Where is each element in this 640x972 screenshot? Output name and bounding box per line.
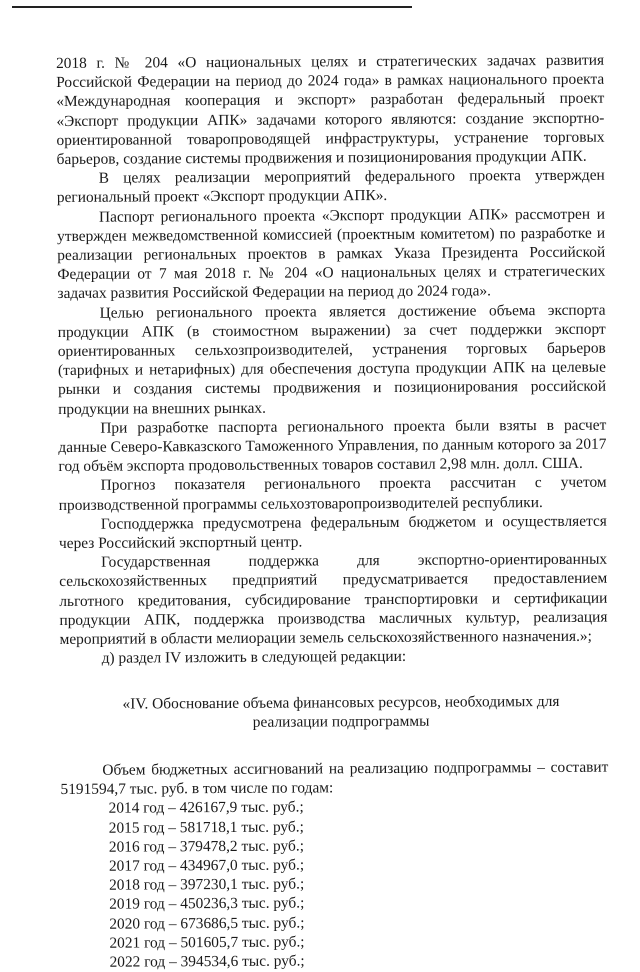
budget-year-item: 2021 год – 501605,7 тыс. руб.;: [109, 933, 305, 952]
budget-year-item: 2014 год – 426167,9 тыс. руб.;: [108, 798, 304, 818]
budget-year-item: 2020 год – 673686,5 тыс. руб.;: [109, 914, 305, 933]
paragraph-6: Прогноз показателя регионального проекта рассчитан с учетом производственной программы сельхозтоваропроизводителей республики.: [58, 474, 607, 514]
top-rule: [12, 6, 412, 8]
paragraph-7: Господдержка предусмотрена федеральным бюджетом и осуществляется через Российский экспортный центр.: [58, 512, 607, 553]
budget-year-item: 2017 год – 434967,0 тыс. руб.;: [108, 856, 305, 875]
section-heading: «IV. Обоснование объема финансовых ресурсов, необходимых для реализации подпрограммы: [122, 692, 560, 731]
paragraph-2: В целях реализации мероприятий федерального проекта утвержден региональный проект «Экспорт продукции АПК».: [56, 166, 605, 207]
document-page: [56, 51, 610, 972]
budget-by-year-list: [61, 796, 610, 972]
budget-year-item: 2016 год – 379478,2 тыс. руб.;: [108, 837, 305, 856]
paragraph-1: 2018 г. № 204 «О национальных целях и стратегических задачах развития Российской Федерации на период до 2024 года» в рамках национального проекта «Международная кооперация и экспорт» разработан федеральный проект «Экспорт продукции АПК» задачами которого являются: создание экспортно-ориентированной товаропроводящей инфраструктуры, устранение торговых барьеров, создание системы продвижения и позиционирования продукции АПК.: [56, 51, 605, 169]
paragraph-3: Паспорт регионального проекта «Экспорт продукции АПК» рассмотрен и утвержден межведомственной комиссией (проектным комитетом) по разработке и реализации региональных проектов в рамках Указа Президента Российской Федерации от 7 мая 2018 г. № 204 «О национальных целях и стратегических задачах развития Российской Федерации на период до 2024 года».: [57, 205, 606, 303]
budget-year-item: 2019 год – 450236,3 тыс. руб.;: [109, 894, 305, 914]
budget-intro: Объем бюджетных ассигнований на реализацию подпрограммы – составит 5191594,7 тыс. руб. в том числе по годам:: [60, 758, 609, 799]
budget-year-item: 2015 год – 581718,1 тыс. руб.;: [108, 818, 304, 837]
budget-year-item: 2022 год – 394534,6 тыс. руб.;: [109, 952, 305, 971]
budget-year-item: 2018 год – 397230,1 тыс. руб.;: [109, 875, 305, 894]
paragraph-5: При разработке паспорта регионального проекта были взяты в расчет данные Северо-Кавказского Таможенного Управления, по данным которого за 2017 год объём экспорта продовольственных товаров составил 2,98 млн. долл. США.: [58, 416, 607, 476]
amendment-item-d: д) раздел IV изложить в следующей редакции:: [101, 648, 407, 668]
paragraph-8: Государственная поддержка для экспортно-ориентированных сельскохозяйственных предприятий предусматривается предоставлением льготного кредитования, субсидирование транспортировки и сертификации продукции АПК, поддержка производства масличных культур, реализация мероприятий в области мелиорации земель сельскохозяйственного назначения.»;: [59, 550, 608, 649]
paragraph-4: Целью регионального проекта является достижение объема экспорта продукции АПК (в стоимостном выражении) за счет поддержки экспорт ориентированных сельхозпроизводителей, устранения торговых барьеров (тарифных и нетарифных) для обеспечения доступа продукции АПК на целевые рынки и создания системы продвижения и позиционирования российской продукции на внешних рынках.: [57, 301, 607, 418]
